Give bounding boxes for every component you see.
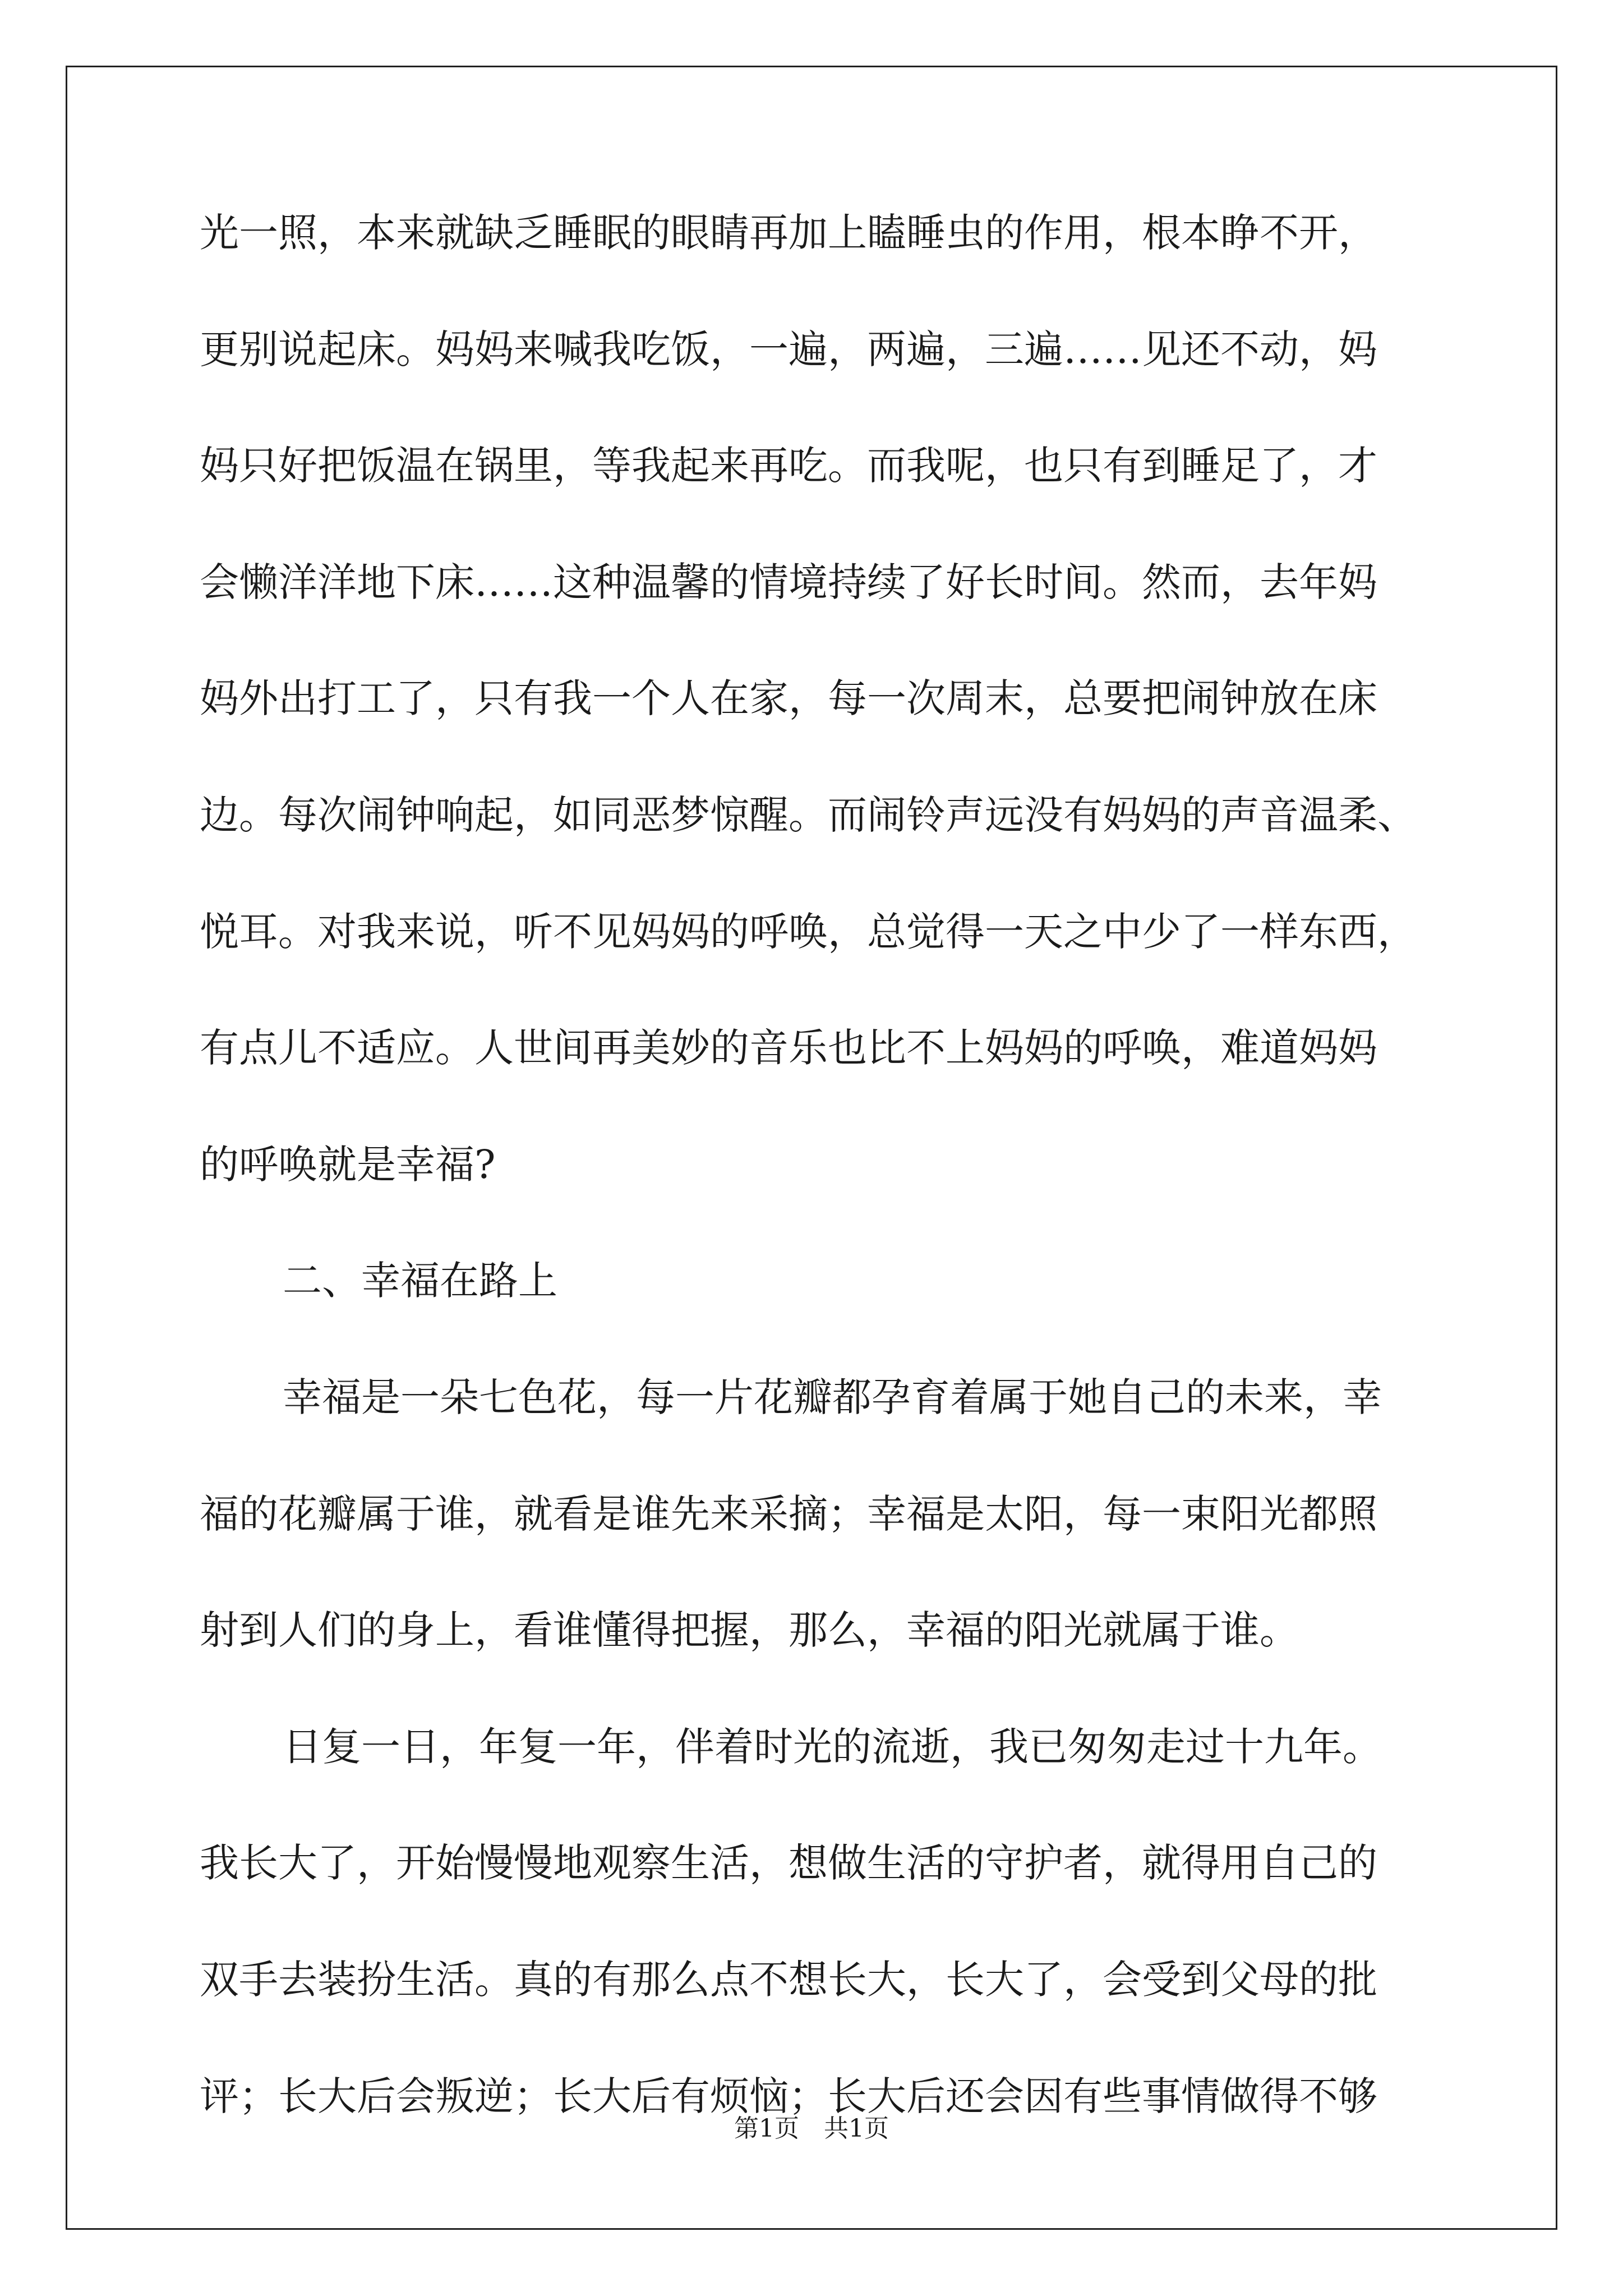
text-line: 边。每次闹钟响起，如同恶梦惊醒。而闹铃声远没有妈妈的声音温柔、 <box>200 792 1417 838</box>
text-line: 评；长大后会叛逆；长大后有烦恼；长大后还会因有些事情做得不够 <box>200 2073 1377 2119</box>
text-line: 悦耳。对我来说，听不见妈妈的呼唤，总觉得一天之中少了一样东西， <box>200 909 1417 955</box>
text-line: 妈外出打工了，只有我一个人在家，每一次周末，总要把闹钟放在床 <box>200 675 1377 721</box>
text-line: 幸福是一朵七色花，每一片花瓣都孕育着属于她自己的未来，幸 <box>283 1374 1382 1420</box>
text-line: 光一照，本来就缺乏睡眠的眼睛再加上瞌睡虫的作用，根本睁不开， <box>200 210 1377 256</box>
text-line: 我长大了，开始慢慢地观察生活，想做生活的守护者，就得用自己的 <box>200 1840 1377 1886</box>
text-line: 双手去装扮生活。真的有那么点不想长大，长大了，会受到父母的批 <box>200 1957 1377 2003</box>
page-footer <box>0 2112 1623 2146</box>
text-line: 射到人们的身上，看谁懂得把握，那么，幸福的阳光就属于谁。 <box>200 1607 1299 1653</box>
text-line: 的呼唤就是幸福? <box>200 1142 496 1188</box>
page-number: 第1页 共1页 <box>734 2114 889 2143</box>
text-line: 有点儿不适应。人世间再美妙的音乐也比不上妈妈的呼唤，难道妈妈 <box>200 1025 1377 1071</box>
text-line: 更别说起床。妈妈来喊我吃饭，一遍，两遍，三遍……见还不动，妈 <box>200 326 1377 372</box>
text-line: 妈只好把饭温在锅里，等我起来再吃。而我呢，也只有到睡足了，才 <box>200 443 1377 489</box>
text-line: 会懒洋洋地下床……这种温馨的情境持续了好长时间。然而，去年妈 <box>200 559 1377 605</box>
text-line: 福的花瓣属于谁，就看是谁先来采摘；幸福是太阳，每一束阳光都照 <box>200 1491 1377 1537</box>
section-heading: 二、幸福在路上 <box>283 1258 557 1304</box>
text-line: 日复一日，年复一年，伴着时光的流逝，我已匆匆走过十九年。 <box>283 1724 1382 1770</box>
